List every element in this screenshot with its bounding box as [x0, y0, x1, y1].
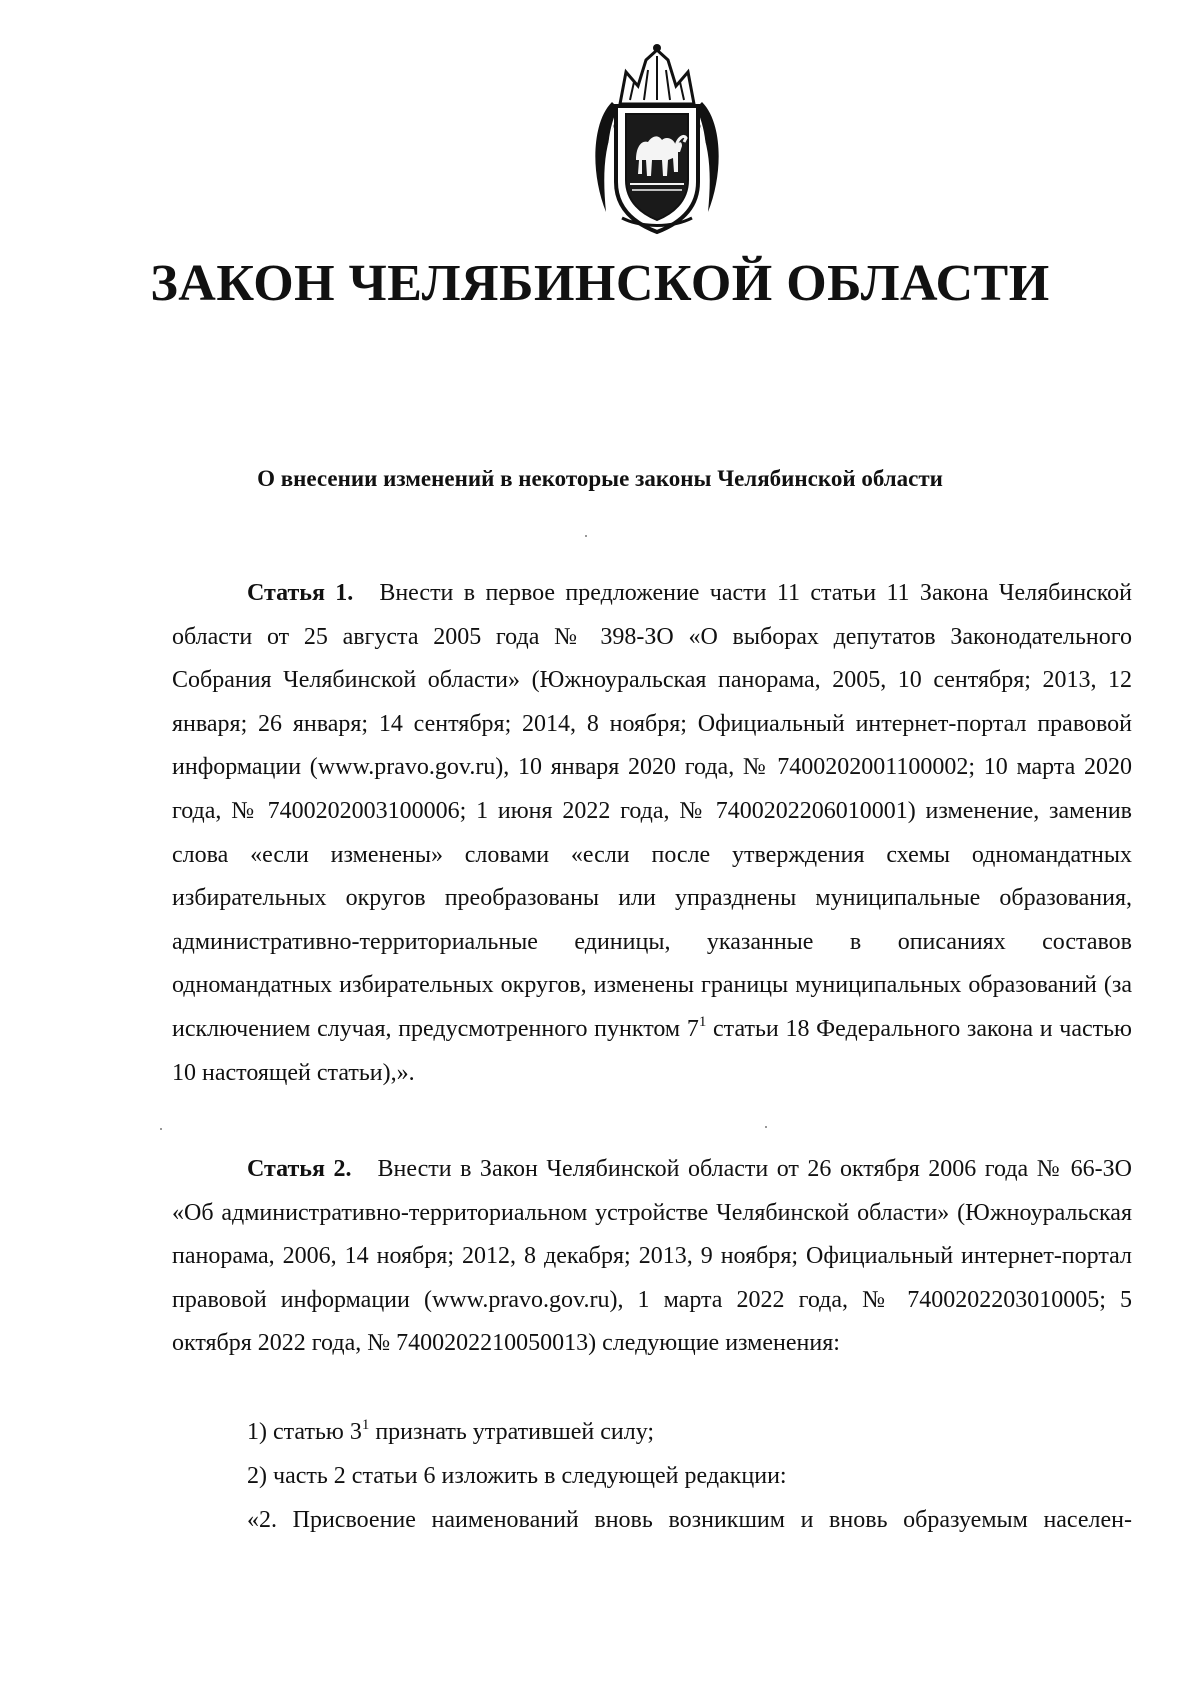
article-2	[172, 1148, 1132, 1366]
article-1-text: Внести в первое предложение части 11 статьи 11 Закона Челябинской области от 25 августа 2005 года № 398-ЗО «О выборах депутатов Законодательного Собрания Челябинской области» (Южноуральская панорама, 2005, 10 сентября; 2013, 12 января; 26 января; 14 сентября; 2014, 8 ноября; Официальный интернет-портал правовой информации (www.pravo.gov.ru), 10 января 2020 года, № 7400202001100002; 10 марта 2020 года, № 7400202003100006; 1 июня 2022 года, № 7400202206010001) изменение, заменив слова «если изменены» словами «если после утверждения схемы одномандатных избирательных округов преобразованы или упразднены муниципальные образования, административно-территориальные единицы, указанные в описаниях составов одномандатных избирательных округов, изменены границы муниципальных образований (за исключением случая, предусмотренного пунктом 7	[172, 580, 1132, 1042]
scan-speck	[160, 1128, 162, 1130]
list-item-1-superscript: 1	[361, 1417, 370, 1433]
list-item-1-text: 1) статью 3	[247, 1419, 362, 1445]
list-item-1	[247, 1411, 1132, 1455]
list-item-2: 2) часть 2 статьи 6 изложить в следующей редакции:	[247, 1463, 787, 1489]
list-item-1-text-end: признать утратившей силу;	[369, 1419, 655, 1445]
article-1-superscript: 1	[698, 1013, 707, 1030]
article-2-text: Внести в Закон Челябинской области от 26 октября 2006 года № 66-ЗО «Об административно-территориальном устройстве Челябинской области» (Южноуральская панорама, 2006, 14 ноября; 2012, 8 декабря; 2013, 9 ноября; Официальный интернет-портал правовой информации (www.pravo.gov.ru), 1 марта 2022 года, № 7400202203010005; 5 октября 2022 года, № 7400202210050013) следующие изменения:	[172, 1156, 1132, 1357]
article-2-label: Статья 2.	[247, 1156, 352, 1182]
law-title: ЗАКОН ЧЕЛЯБИНСКОЙ ОБЛАСТИ	[150, 255, 1050, 312]
scan-speck	[765, 1126, 767, 1128]
article-1	[172, 572, 1132, 1095]
law-subtitle: О внесении изменений в некоторые законы Челябинской области	[257, 466, 943, 491]
article-1-label: Статья 1.	[247, 580, 354, 606]
scan-speck	[585, 535, 587, 537]
list-item-3: «2. Присвоение наименований вновь возникшим и вновь образуемым населен-	[247, 1507, 1132, 1533]
article-1-text-end: статьи 18 Федерального закона и частью 10 настоящей статьи),».	[172, 1015, 1132, 1086]
chelyabinsk-coat-of-arms-icon	[582, 42, 732, 238]
